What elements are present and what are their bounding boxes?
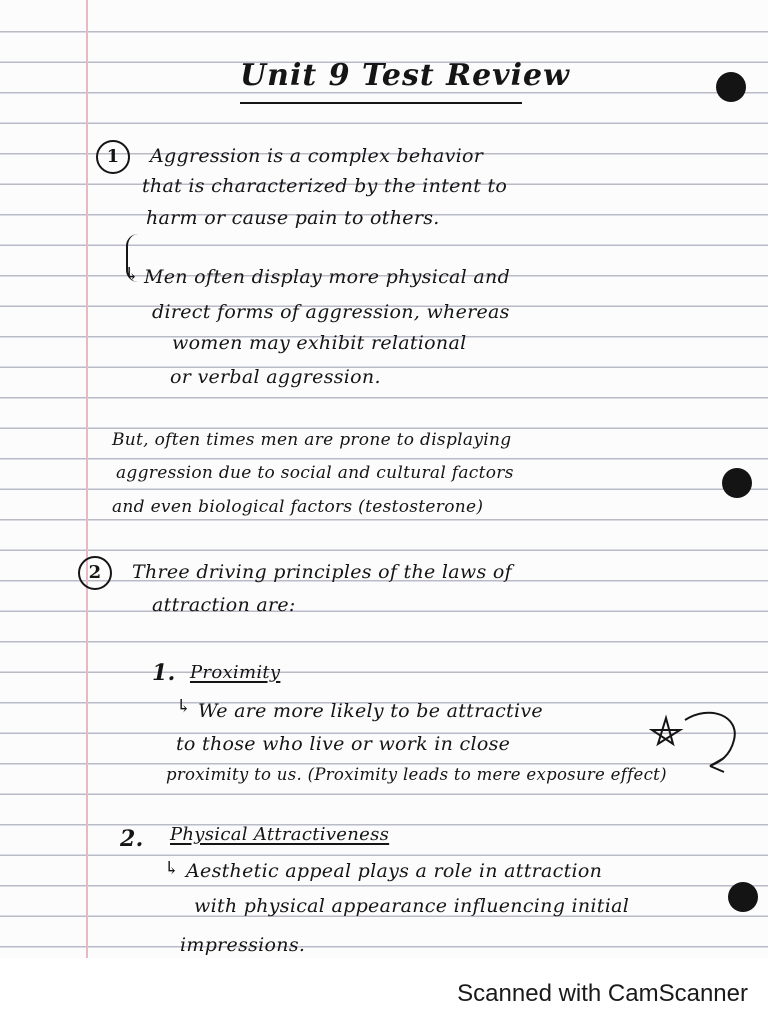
section-1-number: 1 [96,140,130,174]
item-1-line: to those who live or work in close [176,733,511,755]
scanner-footer [0,958,768,1024]
punch-hole [722,468,752,498]
section-1-line: Aggression is a complex behavior [150,145,484,167]
section-2-number: 2 [78,556,112,590]
note-line: women may exhibit relational [172,332,467,354]
section-2-line: Three driving principles of the laws of [132,561,512,583]
note-line: or verbal aggression. [170,366,381,388]
page-title: Unit 9 Test Review [240,58,570,93]
star-icon [640,708,756,780]
item-2-line: Aesthetic appeal plays a role in attraction [186,860,603,882]
arrow-icon: ↳ [176,696,192,717]
punch-hole [728,882,758,912]
item-2-line: impressions. [180,934,306,956]
arrow-icon: ↳ [124,264,140,285]
item-1-line: We are more likely to be attractive [198,700,543,722]
extra-line: and even biological factors (testosterone) [112,497,484,517]
item-1-number: 1. [152,660,176,686]
title-underline [240,102,522,104]
item-1-heading: Proximity [190,662,281,683]
note-line: direct forms of aggression, whereas [152,301,510,323]
note-line: Men often display more physical and [144,266,511,288]
arrow-icon: ↳ [164,858,180,879]
section-2-line: attraction are: [152,594,296,616]
item-1-line: proximity to us. (Proximity leads to mere exposure effect) [166,765,667,784]
extra-line: aggression due to social and cultural factors [116,463,514,483]
section-1-line: harm or cause pain to others. [146,207,440,229]
extra-line: But, often times men are prone to displaying [112,430,512,450]
item-2-number: 2. [120,826,144,852]
punch-hole [716,72,746,102]
watermark-text: Scanned with CamScanner [457,980,748,1007]
margin-line [86,0,88,958]
item-2-heading: Physical Attractiveness [170,824,390,845]
item-2-line: with physical appearance influencing initial [194,895,630,917]
section-1-line: that is characterized by the intent to [142,175,508,197]
